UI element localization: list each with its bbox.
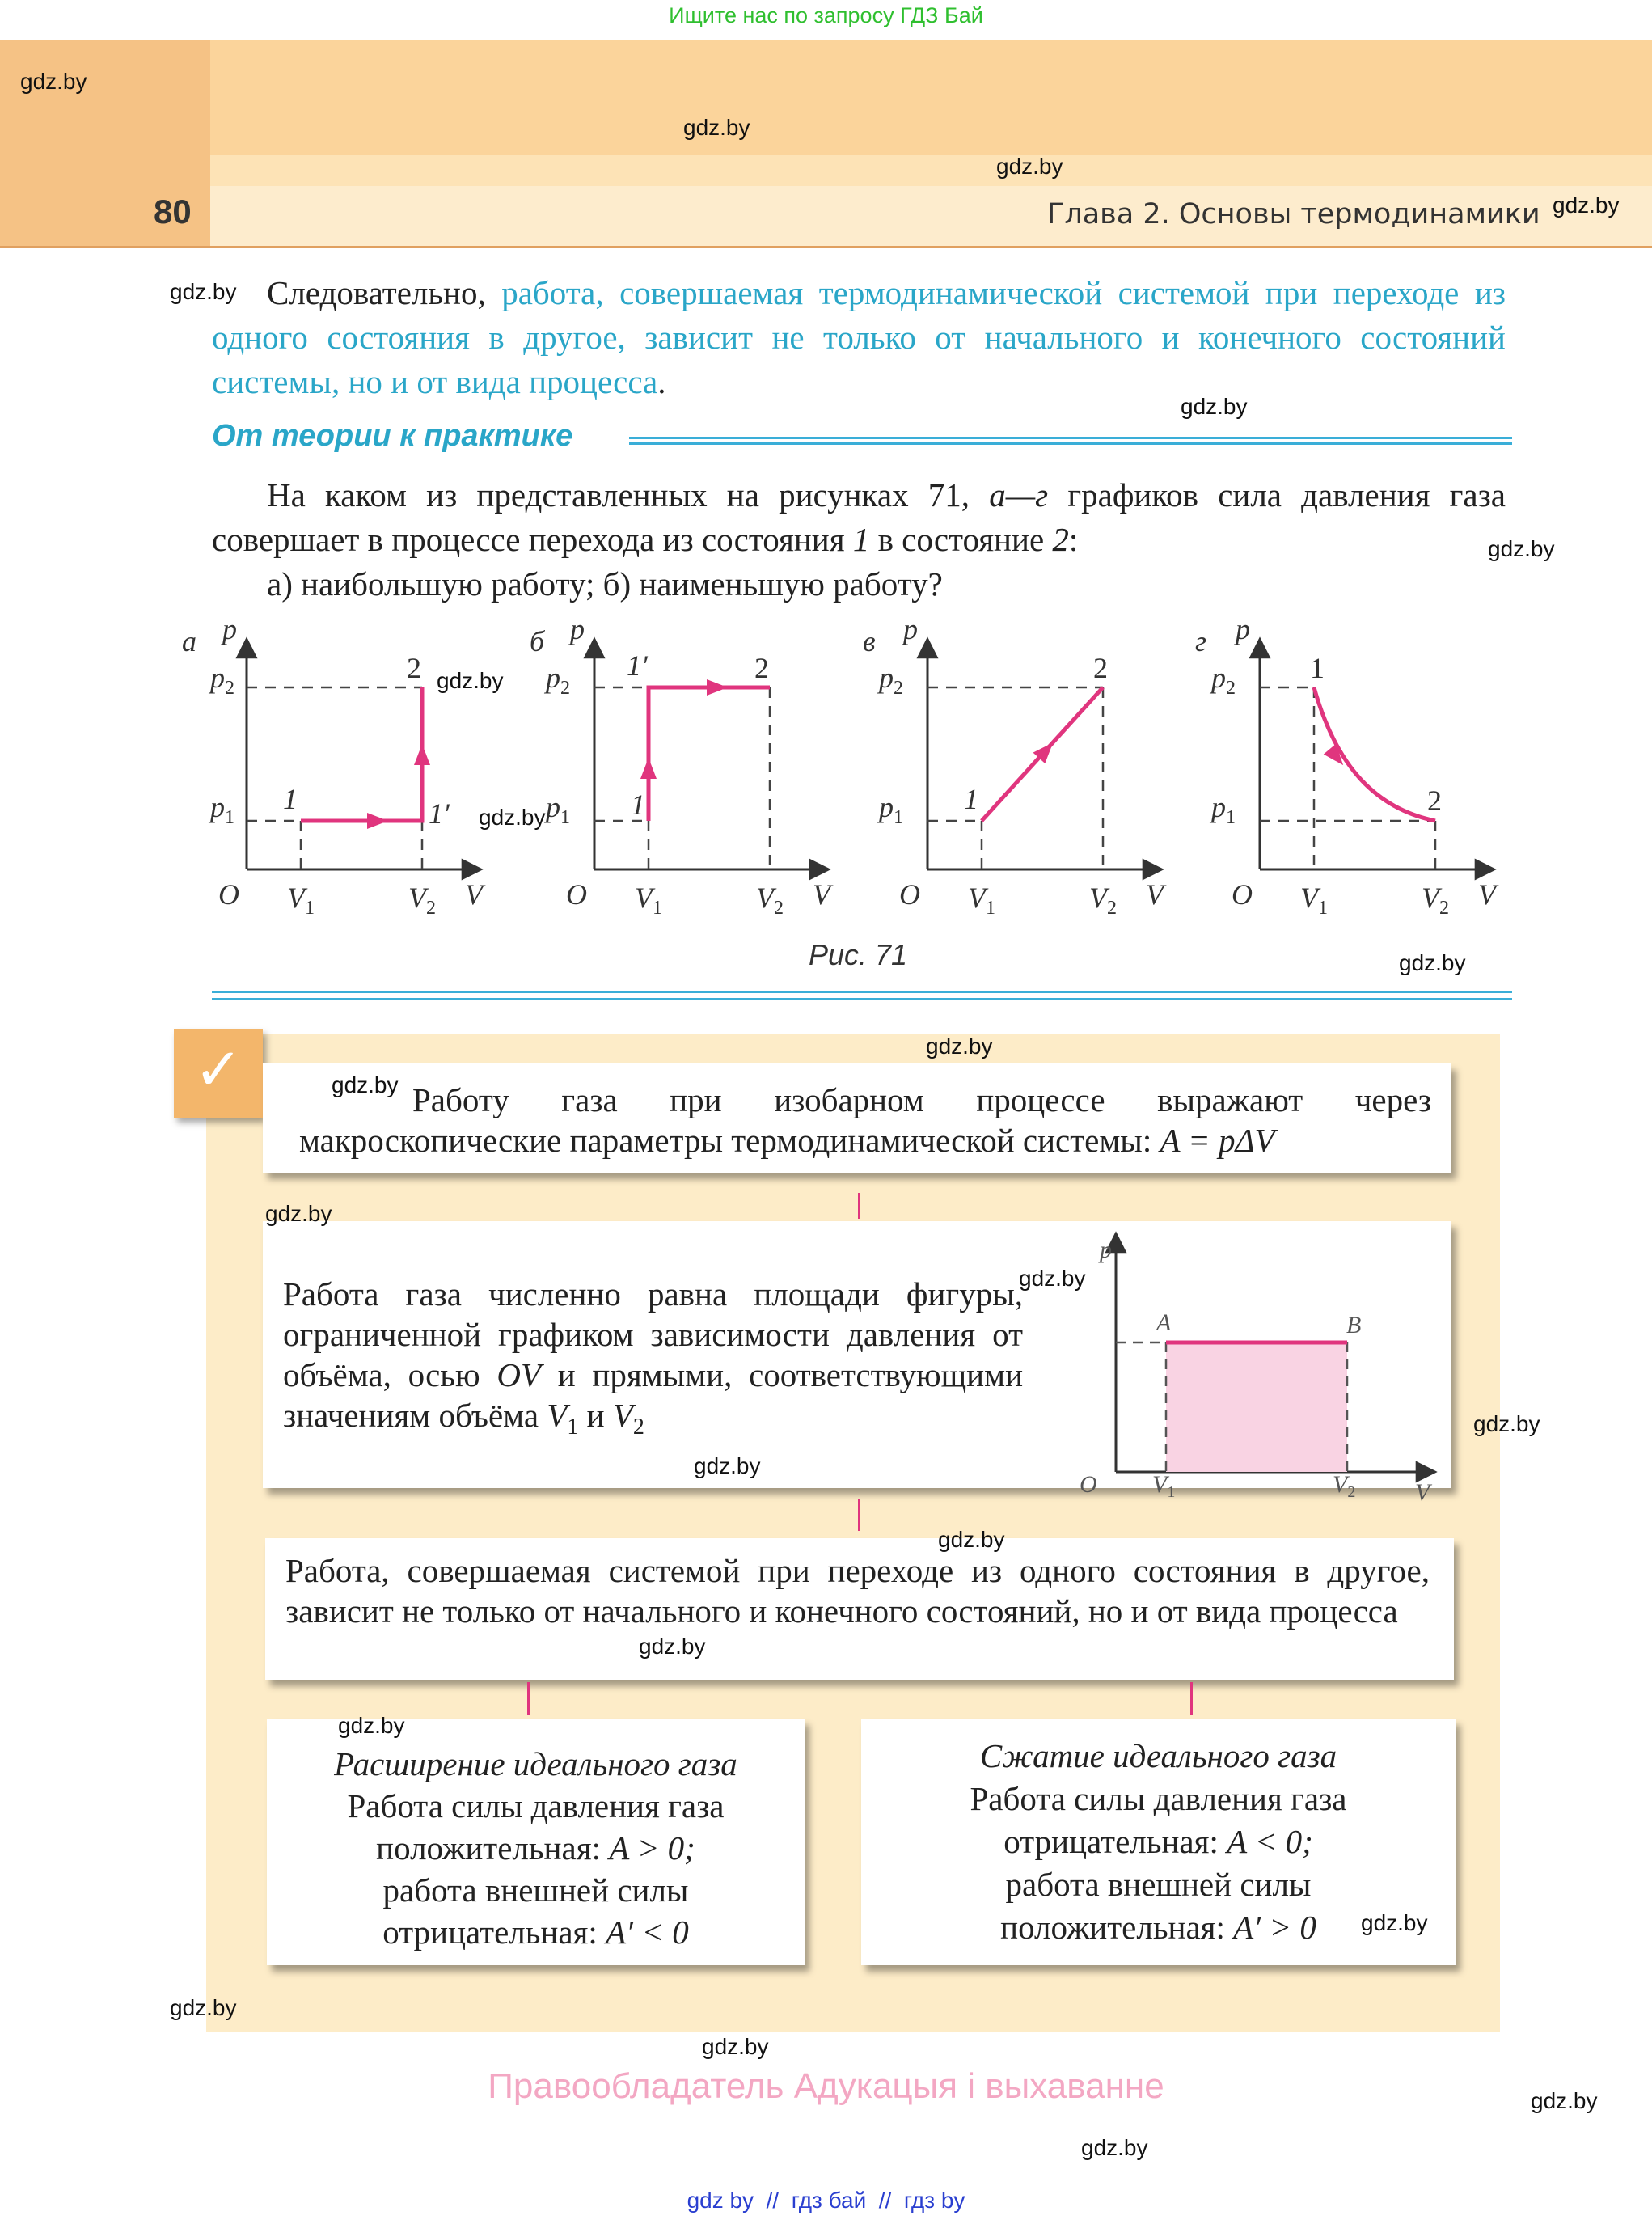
question-part: в состояние bbox=[869, 521, 1053, 558]
expansion-line-1: Работа силы давления газа bbox=[347, 1787, 725, 1824]
practice-question bbox=[212, 473, 1506, 562]
watermark: gdz.by bbox=[20, 69, 87, 94]
summary-box-process-dependence bbox=[265, 1538, 1454, 1680]
header-band-top bbox=[210, 40, 1652, 155]
p2-label: $p_2$ bbox=[1211, 662, 1236, 699]
p1-label: $p_1$ bbox=[1211, 791, 1236, 828]
mini-v2: $V_2$ bbox=[1333, 1471, 1356, 1501]
check-icon: ✓ bbox=[193, 1035, 243, 1103]
question-part: графиков сила давления газа совершает в процессе перехода из состояния bbox=[212, 476, 1506, 558]
watermark: gdz.by bbox=[1181, 394, 1248, 419]
v2-label: $V_2$ bbox=[1089, 882, 1117, 919]
v2-label: $V_2$ bbox=[756, 882, 784, 919]
compression-line-4: положительная: A′ > 0 bbox=[1000, 1909, 1316, 1946]
v1-label: $V_1$ bbox=[287, 882, 315, 919]
panel-letter: г bbox=[1195, 625, 1207, 657]
watermark: gdz.by bbox=[926, 1034, 993, 1059]
process-arrow bbox=[367, 813, 388, 829]
watermark: gdz.by bbox=[170, 279, 237, 304]
p1-label: $p_1$ bbox=[546, 791, 570, 828]
header-underline bbox=[0, 246, 1652, 248]
watermark: gdz.by bbox=[1488, 536, 1555, 561]
v2-label: $V_2$ bbox=[1422, 882, 1449, 919]
question-state-1: 1 bbox=[852, 521, 870, 558]
process-path bbox=[301, 687, 422, 821]
watermark: gdz.by bbox=[683, 115, 750, 140]
state-1prime-label: 1′ bbox=[429, 797, 450, 830]
graph-panel-v bbox=[863, 613, 1167, 919]
box2-text: Работа газа численно равна площади фигуры, ограниченной графиком зависимости давления от объёма, осью bbox=[283, 1275, 1023, 1393]
conclusion-tail: . bbox=[657, 363, 666, 400]
watermark: gdz.by bbox=[479, 805, 546, 830]
practice-heading: От теории к практике bbox=[212, 419, 573, 453]
practice-heading-rule bbox=[629, 437, 1512, 445]
v1-label: $V_1$ bbox=[1300, 882, 1328, 919]
conclusion-paragraph bbox=[212, 271, 1506, 404]
p1-label: $p_1$ bbox=[210, 791, 234, 828]
state-2-label: 2 bbox=[1427, 784, 1442, 817]
box2-v1-sub: 1 bbox=[567, 1414, 579, 1440]
summary-box-isobaric-work bbox=[263, 1063, 1451, 1173]
p2-label: $p_2$ bbox=[879, 662, 903, 699]
axis-p-label: p bbox=[570, 613, 585, 645]
v1-label: $V_1$ bbox=[968, 882, 995, 919]
conclusion-lead: Следовательно, bbox=[267, 274, 502, 311]
origin-label: O bbox=[899, 878, 920, 911]
question-state-2: 2 bbox=[1052, 521, 1069, 558]
state-1prime-label: 1′ bbox=[627, 649, 648, 682]
origin-label: O bbox=[566, 878, 587, 911]
state-2-label: 2 bbox=[1093, 652, 1108, 684]
check-badge bbox=[174, 1029, 263, 1118]
box3-text: Работа, совершаемая системой при переходе из одного состояния в другое, зависит не только от начального и конечного состояний, но и от вида процесса bbox=[285, 1552, 1430, 1630]
watermark: gdz.by bbox=[332, 1072, 399, 1097]
box1-formula: A = pΔV bbox=[1160, 1122, 1275, 1159]
watermark: gdz.by bbox=[694, 1453, 761, 1478]
watermark: gdz.by bbox=[1081, 2135, 1148, 2160]
p2-label: $p_2$ bbox=[210, 662, 234, 699]
expansion-line-4: отрицательная: A′ < 0 bbox=[382, 1913, 689, 1951]
mini-point-b: B bbox=[1346, 1312, 1362, 1338]
state-1-label: 1 bbox=[1310, 652, 1325, 684]
connector-1 bbox=[858, 1193, 860, 1219]
footer-links[interactable]: gdz by // гдз бай // гдз by bbox=[687, 2188, 965, 2213]
mini-v1: $V_1$ bbox=[1152, 1471, 1176, 1501]
top-search-link[interactable]: Ищите нас по запросу ГДЗ Бай bbox=[669, 3, 983, 27]
p1-label: $p_1$ bbox=[879, 791, 903, 828]
axis-v-label: V bbox=[1478, 878, 1496, 911]
state-1-label: 1 bbox=[964, 783, 978, 815]
practice-options: а) наибольшую работу; б) наименьшую работу? bbox=[267, 565, 943, 603]
connector-left bbox=[527, 1682, 530, 1715]
compression-line-2: отрицательная: A < 0; bbox=[1003, 1823, 1313, 1860]
origin-label: O bbox=[1232, 878, 1253, 911]
panel-letter: а bbox=[182, 625, 196, 657]
graph-panel-g bbox=[1195, 613, 1499, 919]
watermark: gdz.by bbox=[1399, 950, 1466, 975]
process-arrow bbox=[414, 744, 430, 765]
figure-caption: Рис. 71 bbox=[809, 938, 908, 971]
axis-v-label: V bbox=[465, 878, 483, 911]
watermark: gdz.by bbox=[170, 1995, 237, 2020]
figure-71 bbox=[162, 615, 1536, 938]
panel-letter: б bbox=[530, 625, 545, 657]
mini-axis-v: V bbox=[1415, 1479, 1430, 1506]
page-number: 80 bbox=[154, 192, 192, 230]
box2-v: V bbox=[547, 1397, 568, 1434]
expansion-box bbox=[267, 1719, 805, 1965]
axis-p-label: p bbox=[222, 613, 237, 645]
expansion-line-2: положительная: A > 0; bbox=[376, 1829, 695, 1867]
watermark: gdz.by bbox=[265, 1201, 332, 1226]
watermark: gdz.by bbox=[702, 2034, 769, 2059]
watermark: gdz.by bbox=[1361, 1910, 1428, 1935]
state-1-label: 1 bbox=[631, 789, 645, 821]
v2-label: $V_2$ bbox=[408, 882, 436, 919]
watermark: gdz.by bbox=[996, 154, 1063, 179]
axis-p-label: p bbox=[903, 613, 918, 645]
origin-label: O bbox=[218, 878, 239, 911]
compression-line-3: работа внешней силы bbox=[1005, 1866, 1312, 1903]
area-mini-graph bbox=[1080, 1221, 1443, 1506]
mini-origin: O bbox=[1080, 1471, 1097, 1498]
v1-label: $V_1$ bbox=[635, 882, 662, 919]
chapter-title: Глава 2. Основы термодинамики bbox=[1047, 198, 1540, 230]
process-path bbox=[649, 687, 770, 821]
watermark: gdz.by bbox=[1473, 1411, 1540, 1436]
axis-v-label: V bbox=[813, 878, 830, 911]
box2-v2-sub: 2 bbox=[632, 1414, 644, 1440]
axis-p-label: p bbox=[1236, 613, 1250, 645]
summary-box-area-rule bbox=[263, 1221, 1451, 1506]
connector-2 bbox=[858, 1499, 860, 1531]
watermark: gdz.by bbox=[437, 668, 504, 693]
panel-letter: в bbox=[863, 625, 876, 657]
state-1-label: 1 bbox=[283, 783, 298, 815]
box2-v: V bbox=[612, 1397, 633, 1434]
rights-holder: Правообладатель Адукацыя і выхаванне bbox=[488, 2066, 1164, 2106]
watermark: gdz.by bbox=[639, 1634, 706, 1659]
watermark: gdz.by bbox=[1019, 1266, 1086, 1291]
conclusion-highlight: работа, совершаемая термодинамической системой при переходе из одного состояния в другое, зависит не только от начального и конечного состояний системы, но и от вида процесса bbox=[212, 274, 1506, 400]
process-arrow bbox=[707, 679, 728, 696]
expansion-line-3: работа внешней силы bbox=[382, 1871, 689, 1909]
state-2-label: 2 bbox=[754, 652, 769, 684]
watermark: gdz.by bbox=[938, 1527, 1005, 1552]
box2-text: и прямыми, соответствующими значениям объёма bbox=[283, 1356, 1024, 1434]
watermark: gdz.by bbox=[1531, 2088, 1598, 2113]
expansion-title: Расширение идеального газа bbox=[334, 1745, 737, 1782]
question-part: : bbox=[1068, 521, 1079, 558]
graph-panel-b bbox=[530, 613, 834, 919]
box2-and: и bbox=[578, 1397, 613, 1434]
box2-axis: OV bbox=[496, 1356, 542, 1393]
mini-point-a: A bbox=[1156, 1309, 1172, 1336]
header-band-mid bbox=[210, 155, 1652, 186]
mini-axis-p: p bbox=[1100, 1237, 1112, 1263]
axis-v-label: V bbox=[1146, 878, 1164, 911]
watermark: gdz.by bbox=[1553, 192, 1620, 218]
box1-text: Работу газа при изобарном процессе выражают через макроскопические параметры термодинамической системы: bbox=[299, 1081, 1431, 1159]
state-2-label: 2 bbox=[407, 652, 421, 684]
p2-label: $p_2$ bbox=[546, 662, 570, 699]
graph-panel-a bbox=[182, 613, 486, 919]
compression-line-1: Работа силы давления газа bbox=[970, 1780, 1347, 1817]
section-divider bbox=[212, 991, 1512, 1000]
compression-title: Сжатие идеального газа bbox=[979, 1737, 1337, 1774]
question-part: На каком из представленных на рисунках 71, bbox=[267, 476, 990, 514]
connector-right bbox=[1190, 1682, 1193, 1715]
page-header bbox=[0, 40, 1652, 247]
process-arrow bbox=[640, 758, 657, 779]
question-figure-range: а—г bbox=[989, 476, 1049, 514]
watermark: gdz.by bbox=[338, 1713, 405, 1738]
